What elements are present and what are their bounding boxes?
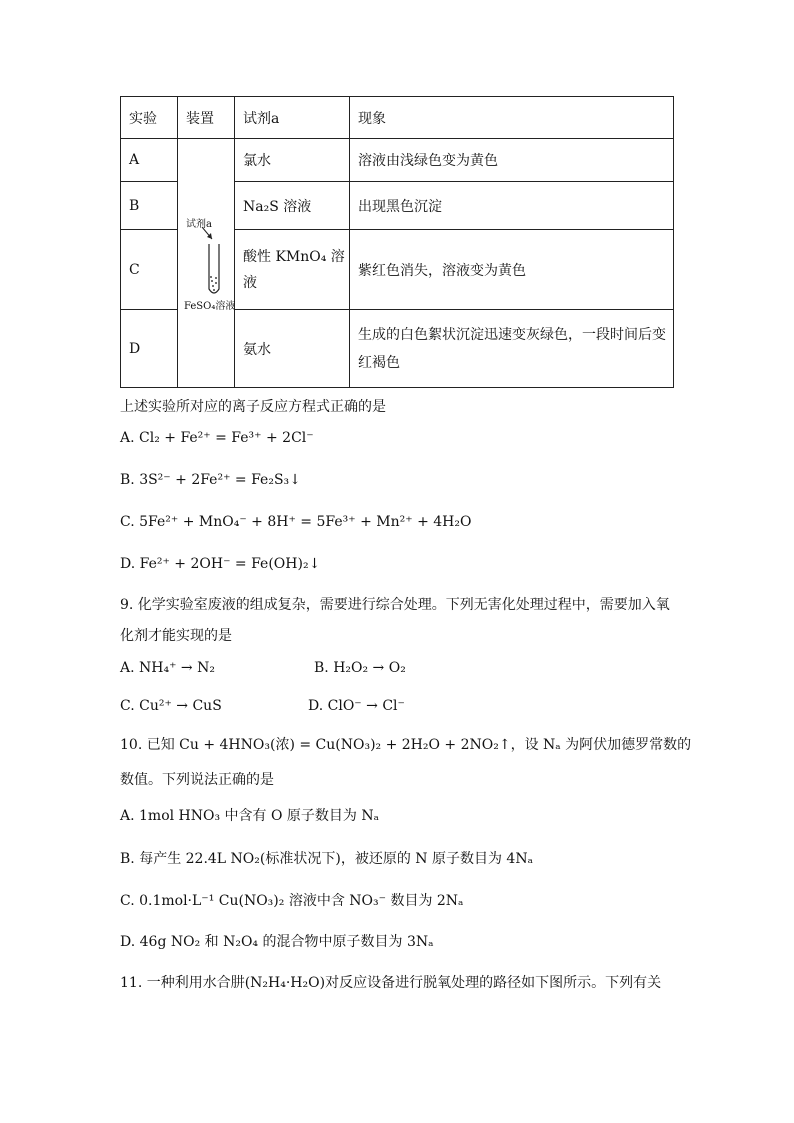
q10-stem-line-2: 数值。下列说法正确的是 — [120, 772, 274, 788]
q10-option-b: B. 每产生 22.4L NO₂(标准状况下)，被还原的 N 原子数目为 4Nₐ — [120, 851, 533, 867]
q9-stem-line-1: 9. 化学实验室废液的组成复杂，需要进行综合处理。下列无害化处理过程中，需要加入氧 — [120, 597, 670, 613]
reagent-line: 液 — [243, 274, 257, 291]
reagent-line: 酸性 KMnO₄ 溶 — [243, 248, 345, 265]
reagent-cell: Na₂S 溶液 — [235, 182, 350, 230]
header-cell: 试剂a — [235, 97, 350, 139]
header-cell: 现象 — [350, 97, 674, 139]
header-cell: 装置 — [178, 97, 235, 139]
q8-option-d: D. Fe²⁺ + 2OH⁻ = Fe(OH)₂↓ — [120, 556, 321, 572]
experiment-table — [120, 96, 674, 388]
phenomenon-line: 生成的白色絮状沉淀迅速变灰绿色，一段时间后变 — [358, 326, 666, 343]
q9-stem-line-2: 化剂才能实现的是 — [120, 628, 232, 644]
q10-option-a: A. 1mol HNO₃ 中含有 O 原子数目为 Nₐ — [120, 808, 380, 824]
reagent-cell — [235, 230, 350, 310]
q9-option-d: D. ClO⁻ → Cl⁻ — [308, 698, 405, 714]
test-tube-diagram — [178, 139, 234, 387]
reagent-a-label: 试剂a — [186, 219, 212, 230]
q9-option-c: C. Cu²⁺ → CuS — [120, 698, 222, 714]
exp-cell: D — [121, 310, 178, 388]
phenomenon-line: 红褐色 — [358, 354, 400, 371]
apparatus-cell — [178, 139, 235, 388]
exp-cell: A — [121, 139, 178, 182]
q9-option-a: A. NH₄⁺ → N₂ — [120, 660, 215, 676]
q8-stem: 上述实验所对应的离子反应方程式正确的是 — [120, 399, 386, 415]
q8-option-a: A. Cl₂ + Fe²⁺ = Fe³⁺ + 2Cl⁻ — [120, 430, 314, 446]
exp-cell: C — [121, 230, 178, 310]
q9-option-b: B. H₂O₂ → O₂ — [314, 660, 406, 676]
reagent-cell: 氯水 — [235, 139, 350, 182]
q10-stem-line-1: 10. 已知 Cu + 4HNO₃(浓) = Cu(NO₃)₂ + 2H₂O + 2NO₂↑，设 Nₐ 为阿伏加德罗常数的 — [120, 737, 692, 753]
phenomenon-cell: 出现黑色沉淀 — [350, 182, 674, 230]
q11-stem-line-1: 11. 一种利用水合肼(N₂H₄·H₂O)对反应设备进行脱氧处理的路径如下图所示。下列有关 — [120, 975, 662, 991]
exp-cell: B — [121, 182, 178, 230]
q8-option-c: C. 5Fe²⁺ + MnO₄⁻ + 8H⁺ = 5Fe³⁺ + Mn²⁺ + 4H₂O — [120, 514, 472, 530]
phenomenon-cell — [350, 310, 674, 388]
reagent-cell: 氨水 — [235, 310, 350, 388]
header-cell: 实验 — [121, 97, 178, 139]
feso4-label: FeSO₄溶液 — [184, 301, 236, 312]
q10-option-c: C. 0.1mol·L⁻¹ Cu(NO₃)₂ 溶液中含 NO₃⁻ 数目为 2Nₐ — [120, 893, 464, 909]
q8-option-b: B. 3S²⁻ + 2Fe²⁺ = Fe₂S₃↓ — [120, 472, 301, 488]
table-row — [121, 139, 674, 182]
test-tube-icon — [178, 139, 234, 387]
phenomenon-cell: 紫红色消失，溶液变为黄色 — [350, 230, 674, 310]
q10-option-d: D. 46g NO₂ 和 N₂O₄ 的混合物中原子数目为 3Nₐ — [120, 934, 434, 950]
table-header-row — [121, 97, 674, 139]
phenomenon-cell: 溶液由浅绿色变为黄色 — [350, 139, 674, 182]
